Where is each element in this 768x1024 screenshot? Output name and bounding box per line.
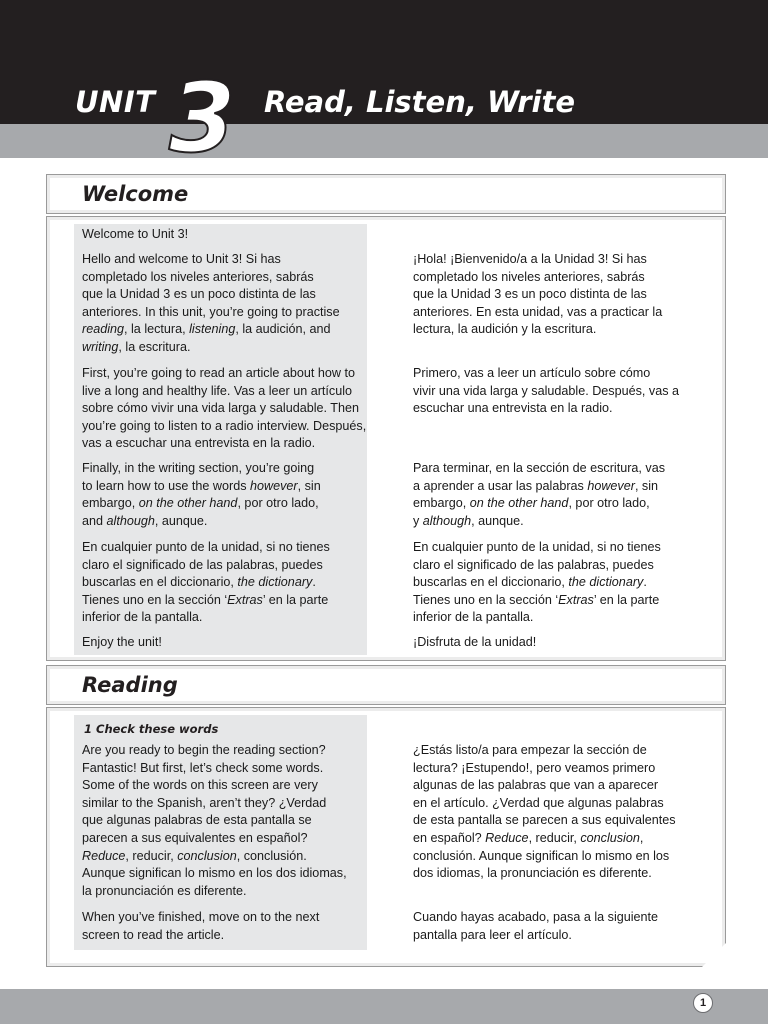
paragraph: ¡Disfruta de la unidad! — [413, 635, 537, 649]
page-number: 1 — [693, 993, 713, 1013]
paragraph: Hello and welcome to Unit 3! Si has completado los niveles anteriores, sabrás que la Unidad 3 es un poco distinta de las anteriores. In this unit, you’re going to practise reading, la lectura, listening, la audición, and writing, la escritura. — [82, 252, 340, 354]
unit-number: 3 — [169, 62, 236, 174]
paragraph: First, you’re going to read an article about how to live a long and healthy life. Vas a leer un artículo sobre cómo vivir una vida larga y saludable. Then you’re going to listen to a radio interview. Después, vas a escuchar una entrevista en la radio. — [82, 366, 367, 451]
reading-english-column — [74, 715, 367, 950]
paragraph: ¡Hola! ¡Bienvenido/a a la Unidad 3! Si has completado los niveles anteriores, sabrás que la Unidad 3 es un poco distinta de las anteriores. En esta unidad, vas a practicar la lectura, la audición y la escritura. — [413, 252, 663, 337]
reading-title: Reading — [82, 673, 178, 697]
welcome-section-header — [46, 174, 726, 214]
welcome-english-column — [74, 224, 367, 655]
welcome-body — [46, 216, 726, 661]
paragraph: Cuando hayas acabado, pasa a la siguiente pantalla para leer el artículo. — [413, 910, 659, 942]
unit-label: UNIT — [75, 85, 156, 119]
check-words-heading: 1 Check these words — [84, 722, 219, 736]
paragraph: Finally, in the writing section, you’re going to learn how to use the words however, sin embargo, on the other hand, por otro lado, and although, aunque. — [82, 461, 321, 528]
welcome-title: Welcome — [82, 182, 189, 206]
corner-cut — [702, 943, 726, 967]
paragraph: Are you ready to begin the reading section? Fantastic! But first, let’s check some words. Some of the words on this screen are very similar to the Spanish, aren’t they? ¿Verdad que algunas palabras de esta pantalla se parecen a sus equivalentes en español? Reduce, reducir, conclusion, conclusión. Aunque significan lo mismo en los dos idiomas, la pronunciación es diferente. — [82, 743, 347, 898]
footer-band — [0, 989, 768, 1024]
paragraph: En cualquier punto de la unidad, si no tienes claro el significado de las palabras, puedes buscarlas en el diccionario, the dictionary. Tienes uno en la sección ‘Extras’ en la parte inferior de la pantalla. — [82, 540, 330, 625]
reading-body — [46, 707, 726, 967]
paragraph: Enjoy the unit! — [82, 635, 162, 649]
paragraph: En cualquier punto de la unidad, si no tienes claro el significado de las palabras, puedes buscarlas en el diccionario, the dictionary. Tienes uno en la sección ‘Extras’ en la parte inferior de la pantalla. — [413, 540, 661, 625]
paragraph: Welcome to Unit 3! — [82, 227, 189, 241]
paragraph: When you’ve finished, move on to the next screen to read the article. — [82, 910, 320, 942]
paragraph: Para terminar, en la sección de escritura, vas a aprender a usar las palabras however, sin embargo, on the other hand, por otro lado, y although, aunque. — [413, 461, 665, 528]
paragraph: ¿Estás listo/a para empezar la sección de lectura? ¡Estupendo!, pero veamos primero algunas de las palabras que van a aparecer en el artículo. ¿Verdad que algunas palabras de esta pantalla se parecen a sus equivalentes en español? Reduce, reducir, conclusion, conclusión. Aunque significan lo mismo en los dos idiomas, la pronunciación es diferente. — [413, 743, 676, 881]
reading-section-header — [46, 665, 726, 705]
unit-title: Read, Listen, Write — [264, 85, 576, 119]
header-grey-strip — [0, 124, 768, 158]
paragraph: Primero, vas a leer un artículo sobre cómo vivir una vida larga y saludable. Después, vas a escuchar una entrevista en la radio. — [413, 366, 680, 416]
